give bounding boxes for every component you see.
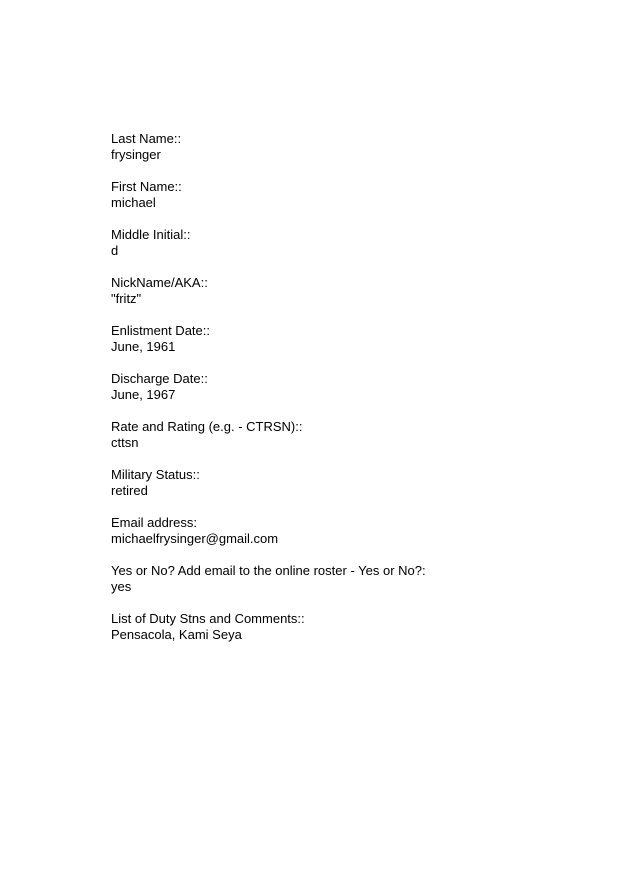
- field-label: Military Status::: [111, 467, 200, 482]
- form-document: [111, 131, 611, 659]
- field-value: michaelfrysinger@gmail.com: [111, 531, 279, 546]
- field-label: Rate and Rating (e.g. - CTRSN)::: [111, 419, 303, 434]
- field-value: yes: [111, 579, 132, 594]
- field-value: June, 1967: [111, 387, 176, 402]
- field-label: Email address:: [111, 515, 197, 530]
- field-value: michael: [111, 195, 156, 210]
- field-label: Discharge Date::: [111, 371, 208, 386]
- field-label: First Name::: [111, 179, 182, 194]
- field-value: "fritz": [111, 291, 142, 306]
- field-first-name: [111, 179, 611, 211]
- field-label: NickName/AKA::: [111, 275, 208, 290]
- field-value: retired: [111, 483, 148, 498]
- field-value: d: [111, 243, 119, 258]
- field-roster-optin: [111, 563, 611, 595]
- field-value: Pensacola, Kami Seya: [111, 627, 242, 642]
- field-email: [111, 515, 611, 547]
- field-label: Last Name::: [111, 131, 182, 146]
- field-nickname: [111, 275, 611, 307]
- field-label: List of Duty Stns and Comments::: [111, 611, 305, 626]
- field-value: frysinger: [111, 147, 161, 162]
- field-rate-rating: [111, 419, 611, 451]
- field-label: Middle Initial::: [111, 227, 191, 242]
- field-military-status: [111, 467, 611, 499]
- field-value: June, 1961: [111, 339, 176, 354]
- field-value: cttsn: [111, 435, 139, 450]
- field-label: Yes or No? Add email to the online roster - Yes or No?:: [111, 563, 426, 578]
- field-label: Enlistment Date::: [111, 323, 210, 338]
- field-last-name: [111, 131, 611, 163]
- field-duty-stations: [111, 611, 611, 643]
- field-discharge-date: [111, 371, 611, 403]
- field-middle-initial: [111, 227, 611, 259]
- field-enlistment-date: [111, 323, 611, 355]
